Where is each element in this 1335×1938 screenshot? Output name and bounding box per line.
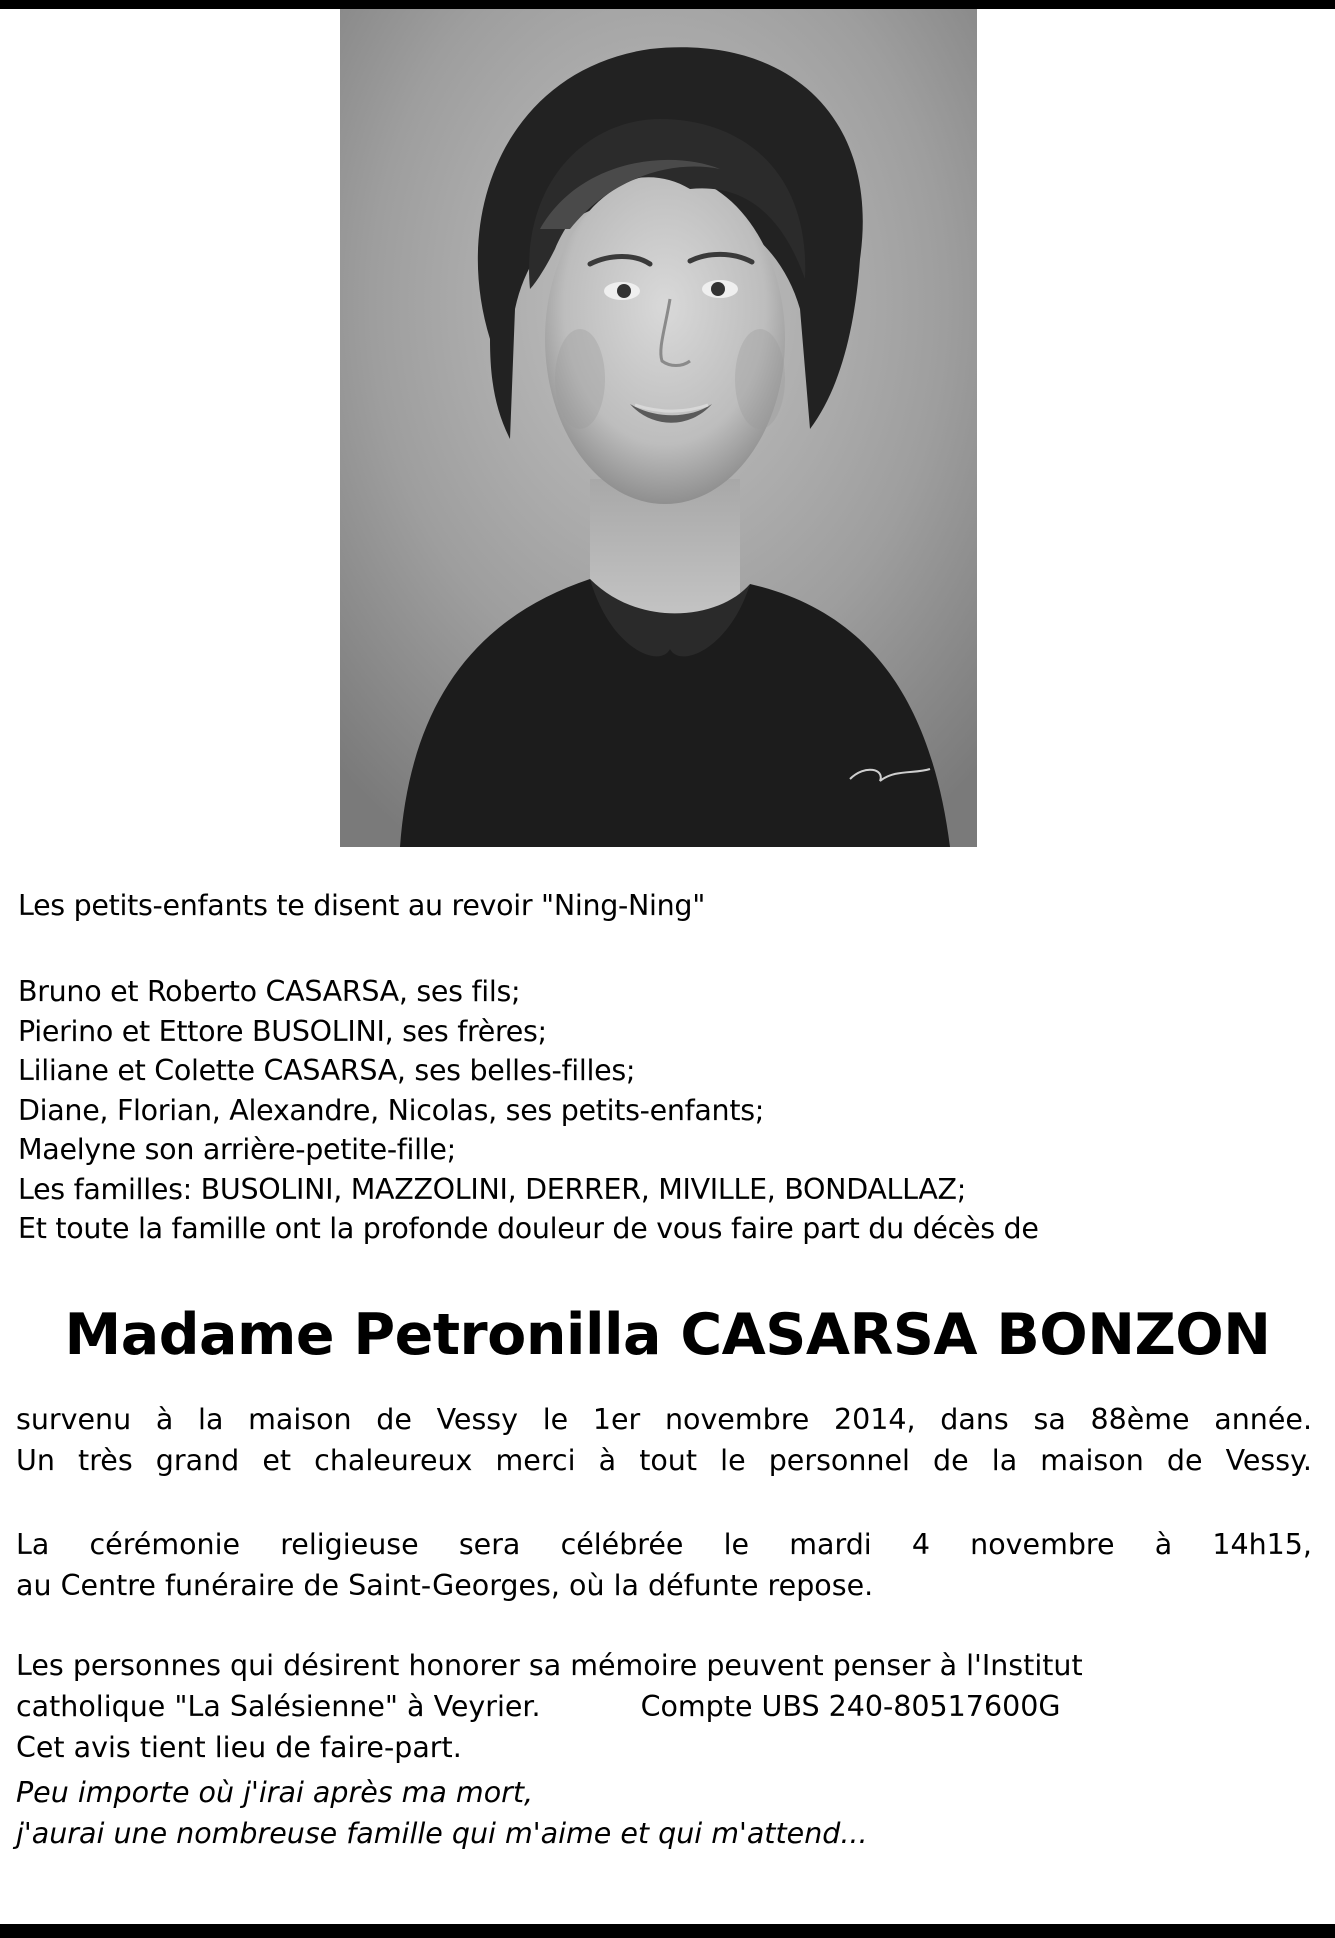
top-rule	[0, 0, 1335, 9]
notice-disclaimer: Cet avis tient lieu de faire-part.	[16, 1731, 462, 1764]
bank-account: Compte UBS 240-80517600G	[640, 1690, 1061, 1723]
ceremony-notice	[16, 1524, 1312, 1606]
ceremony-line: La cérémonie religieuse sera célébrée le mardi 4 novembre à 14h15,	[16, 1528, 1312, 1561]
death-notice	[16, 1399, 1312, 1481]
family-line: Maelyne son arrière-petite-fille;	[18, 1133, 456, 1166]
death-notice-line: survenu à la maison de Vessy le 1er novembre 2014, dans sa 88ème année.	[16, 1403, 1312, 1436]
family-line: Et toute la famille ont la profonde douleur de vous faire part du décès de	[18, 1212, 1039, 1245]
poem-line: Peu importe où j'irai après ma mort,	[16, 1776, 534, 1809]
closing-poem	[16, 1772, 868, 1854]
donation-notice	[16, 1645, 1312, 1768]
ceremony-location-line: au Centre funéraire de Saint-Georges, où la défunte repose.	[16, 1569, 874, 1602]
deceased-name: Madame Petronilla CASARSA BONZON	[64, 1302, 1271, 1368]
poem-line: j'aurai une nombreuse famille qui m'aime et qui m'attend...	[16, 1817, 868, 1850]
bottom-rule	[0, 1924, 1335, 1938]
family-line: Liliane et Colette CASARSA, ses belles-filles;	[18, 1054, 636, 1087]
family-line: Les familles: BUSOLINI, MAZZOLINI, DERRER, MIVILLE, BONDALLAZ;	[18, 1172, 967, 1206]
family-list	[18, 972, 1039, 1249]
family-line: Bruno et Roberto CASARSA, ses fils;	[18, 975, 521, 1008]
intro-line: Les petits-enfants te disent au revoir "Ning-Ning"	[18, 889, 706, 922]
portrait-photo	[340, 9, 977, 847]
family-line: Pierino et Ettore BUSOLINI, ses frères;	[18, 1014, 547, 1048]
donation-institution-line	[16, 1686, 1312, 1727]
thanks-line: Un très grand et chaleureux merci à tout le personnel de la maison de Vessy.	[16, 1444, 1312, 1477]
family-line: Diane, Florian, Alexandre, Nicolas, ses petits-enfants;	[18, 1093, 765, 1127]
donation-line: Les personnes qui désirent honorer sa mémoire peuvent penser à l'Institut	[16, 1649, 1083, 1682]
portrait-illustration	[340, 9, 977, 847]
institution-text: catholique "La Salésienne" à Veyrier.	[16, 1690, 541, 1723]
